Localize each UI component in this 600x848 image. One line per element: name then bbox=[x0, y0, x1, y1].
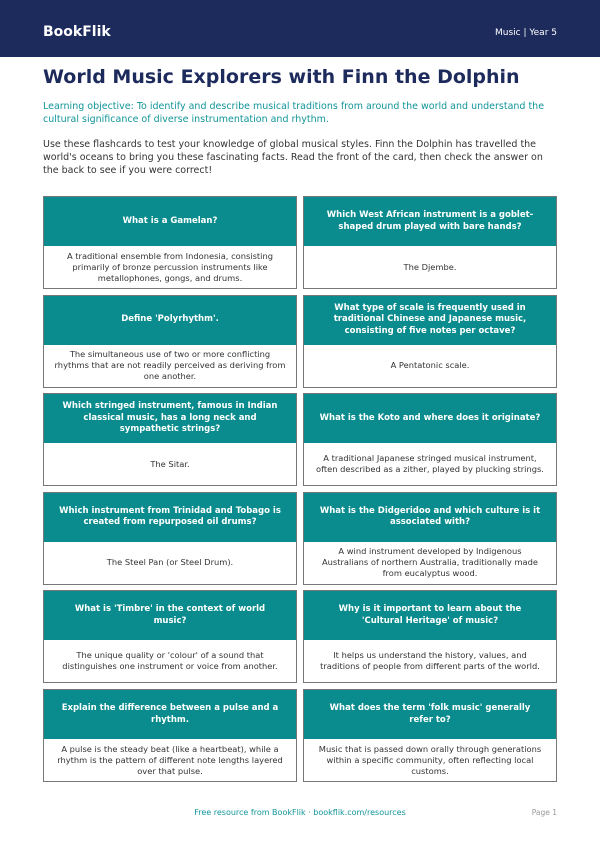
flashcard-answer: The simultaneous use of two or more conflicting rhythms that are not readily perceived as deriving from one another. bbox=[44, 345, 296, 387]
flashcard[interactable] bbox=[303, 196, 557, 289]
flashcard-answer: A traditional ensemble from Indonesia, consisting primarily of bronze percussion instruments like metallophones, gongs, and drums. bbox=[44, 246, 296, 288]
flashcard-answer: A Pentatonic scale. bbox=[304, 345, 556, 387]
flashcard-question: What does the term 'folk music' generally refer to? bbox=[304, 690, 556, 739]
flashcard-answer: The Steel Pan (or Steel Drum). bbox=[44, 542, 296, 584]
flashcard-answer: A wind instrument developed by Indigenous Australians of northern Australia, traditionally made from eucalyptus wood. bbox=[304, 542, 556, 584]
flashcard-question: Which stringed instrument, famous in Indian classical music, has a long neck and sympathetic strings? bbox=[44, 394, 296, 443]
flashcard-question: Define 'Polyrhythm'. bbox=[44, 296, 296, 345]
flashcard-question: What is the Koto and where does it originate? bbox=[304, 394, 556, 443]
flashcard-answer: A traditional Japanese stringed musical instrument, often described as a zither, played by plucking strings. bbox=[304, 443, 556, 485]
flashcard[interactable] bbox=[43, 295, 297, 388]
flashcard[interactable] bbox=[43, 590, 297, 683]
flashcard-answer: The unique quality or 'colour' of a sound that distinguishes one instrument or voice from another. bbox=[44, 640, 296, 682]
footer-link[interactable]: Free resource from BookFlik · bookflik.com/resources bbox=[194, 808, 406, 817]
flashcard-question: Explain the difference between a pulse and a rhythm. bbox=[44, 690, 296, 739]
flashcard[interactable] bbox=[303, 590, 557, 683]
intro-text: Use these flashcards to test your knowledge of global musical styles. Finn the Dolphin has travelled the world's oceans to bring you these fascinating facts. Read the front of the card, then check the answer on the back to see if you were correct! bbox=[43, 139, 543, 176]
flashcard[interactable] bbox=[303, 393, 557, 486]
top-bar bbox=[0, 0, 600, 57]
flashcard[interactable] bbox=[43, 492, 297, 585]
flashcard[interactable] bbox=[303, 295, 557, 388]
flashcard[interactable] bbox=[43, 196, 297, 289]
flashcard-answer: Music that is passed down orally through generations within a specific community, often reflecting local customs. bbox=[304, 739, 556, 781]
flashcard-answer: A pulse is the steady beat (like a heartbeat), while a rhythm is the pattern of different note lengths layered over that pulse. bbox=[44, 739, 296, 781]
flashcard-answer: The Djembe. bbox=[304, 246, 556, 288]
flashcard-question: What type of scale is frequently used in traditional Chinese and Japanese music, consisting of five notes per octave? bbox=[304, 296, 556, 345]
subject-year-label: Music | Year 5 bbox=[494, 28, 557, 38]
flashcard[interactable] bbox=[303, 689, 557, 782]
flashcard[interactable] bbox=[303, 492, 557, 585]
learning-objective: Learning objective: To identify and describe musical traditions from around the world and understand the cultural significance of diverse instrumentation and rhythm. bbox=[43, 101, 545, 125]
flashcard-question: Why is it important to learn about the 'Cultural Heritage' of music? bbox=[304, 591, 556, 640]
flashcard[interactable] bbox=[43, 689, 297, 782]
page-number: Page 1 bbox=[531, 808, 557, 817]
flashcard-answer: The Sitar. bbox=[44, 443, 296, 485]
page-title: World Music Explorers with Finn the Dolphin bbox=[43, 66, 520, 88]
flashcard-question: What is 'Timbre' in the context of world music? bbox=[44, 591, 296, 640]
brand-logo[interactable]: BookFlik bbox=[43, 24, 111, 40]
flashcard-question: Which instrument from Trinidad and Tobago is created from repurposed oil drums? bbox=[44, 493, 296, 542]
flashcard-question: What is a Gamelan? bbox=[44, 197, 296, 246]
flashcard-answer: It helps us understand the history, values, and traditions of people from different parts of the world. bbox=[304, 640, 556, 682]
flashcard-question: Which West African instrument is a goblet-shaped drum played with bare hands? bbox=[304, 197, 556, 246]
flashcard-question: What is the Didgeridoo and which culture is it associated with? bbox=[304, 493, 556, 542]
flashcard[interactable] bbox=[43, 393, 297, 486]
